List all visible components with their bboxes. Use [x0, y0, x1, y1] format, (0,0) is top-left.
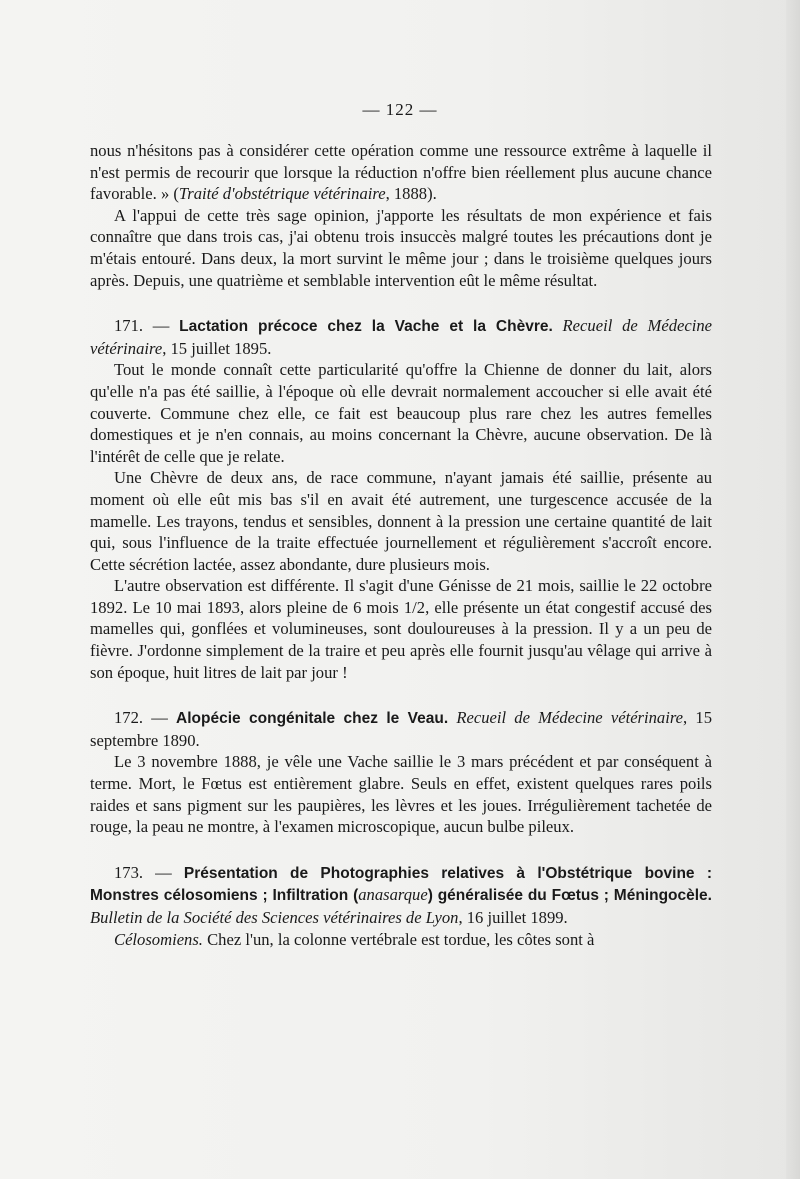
page-body: [90, 140, 712, 950]
paragraph: [90, 929, 712, 951]
entry-title: Alopécie congénitale chez le Veau.: [176, 710, 449, 728]
paragraph: Une Chèvre de deux ans, de race commune, n'ayant jamais été saillie, présente au moment où elle eût mis bas s'il en avait été autrement, une turgescence accusée de la mamelle. Les trayons, tendus et sensibles, donnent à la pression une certaine quantité de lait qui, sous l'influence de la traite effectuée journellement et régulièrement s'accroît encore. Cette sécrétion lactée, assez abondante, dure plusieurs mois.: [90, 468, 712, 574]
entry-172-heading: [90, 707, 712, 751]
subheading-italic: Célosomiens.: [114, 929, 203, 949]
entry-title: Présentation de Photographies relatives à l'Obstétrique bovine : Monstres célosomiens ; Infiltration (: [90, 864, 712, 905]
entry-date: , 15 septembre 1890.: [90, 708, 712, 750]
paragraph-continuation: [90, 140, 712, 205]
entry-title: Lactation précoce chez la Vache et la Chèvre.: [179, 318, 553, 336]
entry-number: 172. —: [114, 708, 177, 728]
entry-source: Recueil de Médecine vétérinaire: [448, 708, 684, 728]
entry-source: Bulletin de la Société des Sciences vétérinaires de Lyon: [90, 908, 459, 927]
paragraph: A l'appui de cette très sage opinion, j'apporte les résultats de mon expérience et fais connaître que dans trois cas, j'ai obtenu trois insuccès malgré toutes les précautions dont je m'étais entouré. Dans deux, la mort survint le même jour ; dans le troisième quelques jours après. Depuis, une quatrième et semblable intervention eût le même résultat.: [90, 205, 712, 290]
entry-title: ) généralisée du Fœtus ; Méningocèle.: [427, 887, 712, 905]
text-run: Chez l'un, la colonne vertébrale est tordue, les côtes sont à: [202, 929, 595, 949]
text-run: , 1888).: [385, 184, 437, 204]
entry-number: 173. —: [114, 862, 184, 882]
entry-title-italic: anasarque: [358, 885, 428, 905]
entry-date: , 16 juillet 1899.: [458, 908, 568, 927]
entry-date: , 15 juillet 1895.: [162, 338, 272, 358]
entry-173-heading: [90, 862, 712, 929]
text-run: nous n'hésitons pas à considérer cette opération comme une ressource extrême à laquelle il n'est permis de recourir que lorsque la réduction n'offre bien réellement plus aucune chance favorable. » (: [90, 141, 712, 204]
paragraph: Tout le monde connaît cette particularité qu'offre la Chienne de donner du lait, alors qu'elle n'a pas été saillie, à l'époque où elle devrait normalement accoucher si elle avait été couverte. Commune chez elle, ce fait est beaucoup plus rare chez les autres femelles domestiques et je n'en connais, au moins concernant la Chèvre, aucune observation. De là l'intérêt de celle que je relate.: [90, 360, 712, 466]
paragraph: L'autre observation est différente. Il s'agit d'une Génisse de 21 mois, saillie le 22 octobre 1892. Le 10 mai 1893, alors pleine de 6 mois 1/2, elle présente un état congestif accusé des mamelles qui, gonflées et volumineuses, sont douloureuses à la pression. Il y a un peu de fièvre. J'ordonne simplement de la traire et peu après elle fournit jusqu'au vêlage qui arrive à son époque, huit litres de lait par jour !: [90, 576, 712, 682]
citation-title: Traité d'obstétrique vétérinaire: [178, 184, 386, 204]
entry-171-heading: [90, 315, 712, 359]
paragraph: Le 3 novembre 1888, je vêle une Vache saillie le 3 mars précédent et par conséquent à terme. Mort, le Fœtus est entièrement glabre. Seuls en effet, existent quelques rares poils raides et sans pigment sur les paupières, les lèvres et les joues. Irrégulièrement tachetée de rouge, la peau ne montre, à l'examen microscopique, aucun bulbe pileux.: [90, 752, 712, 837]
page-edge-shadow: [786, 0, 800, 1179]
entry-number: 171. —: [114, 316, 180, 336]
page-number: — 122 —: [362, 100, 438, 119]
entry-source: Recueil de Médecine vétérinaire: [90, 316, 712, 358]
